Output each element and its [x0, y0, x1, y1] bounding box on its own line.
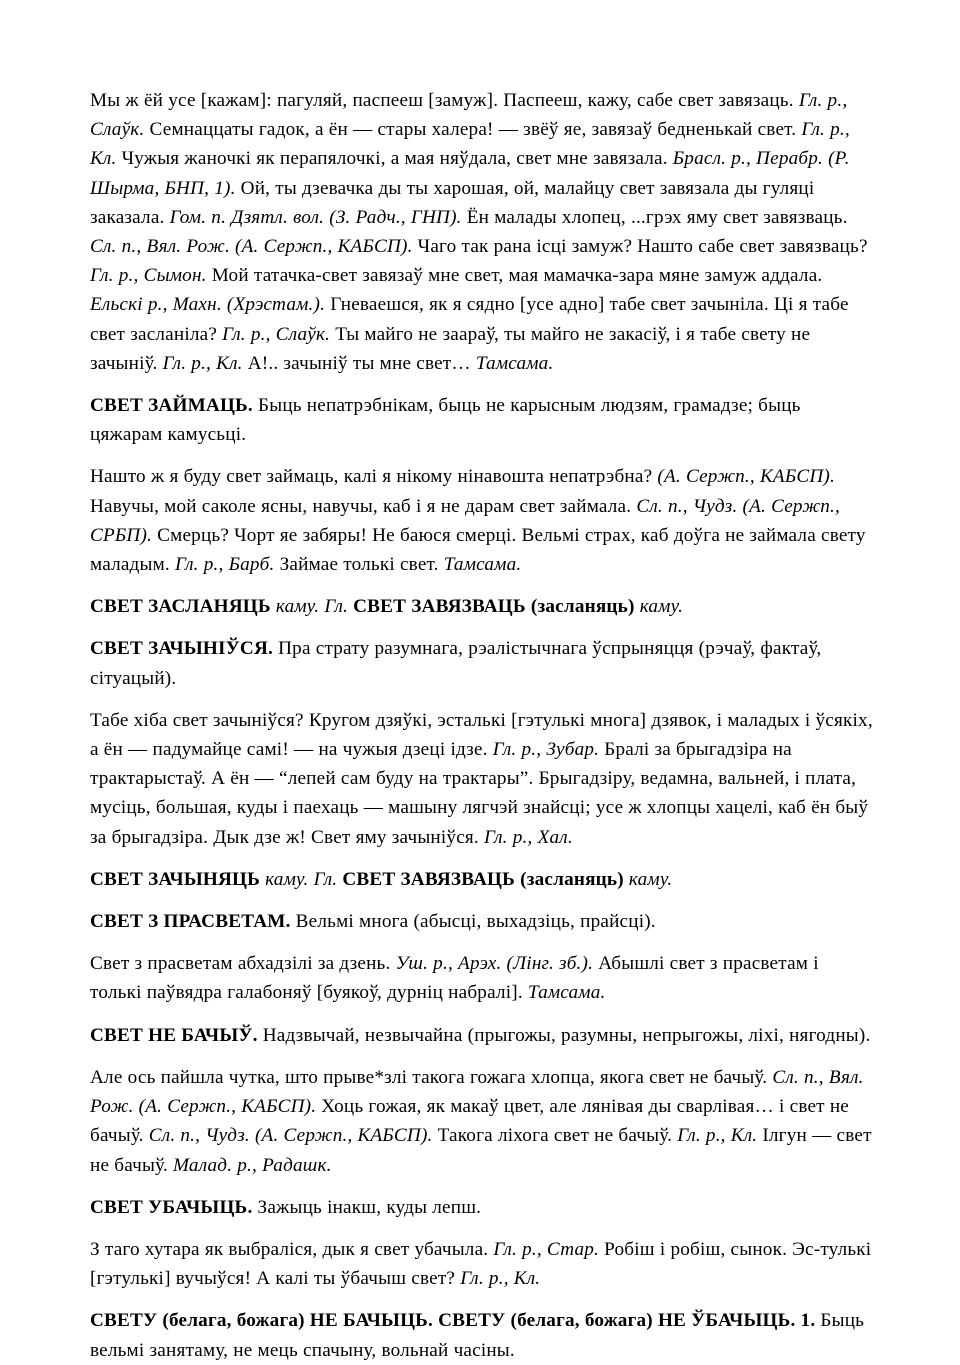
source-citation: Гл. р., Сымон. [90, 265, 207, 287]
body-text: А!.. зачыніў ты мне свет… [242, 352, 476, 374]
source-citation: Гл. р., Кл. [162, 352, 243, 374]
headword: СВЕТ ЗАВЯЗВАЦЬ (засланяць) [348, 596, 635, 618]
body-text: Але ось пайшла чутка, што прыве*злі такога гожага хлопца, якога свет не бачыў. [90, 1066, 773, 1088]
source-citation: Сл. п., Чудз. (А. Сержп., СРБП). [90, 495, 841, 546]
source-citation: Сл. п., Чудз. (А. Сержп., КАБСП). [148, 1125, 433, 1147]
body-text: Гневаешся, як я сядно [усе адно] табе свет зачыніла. Ці я табе свет засланіла? [90, 294, 849, 345]
headword: СВЕТ ЗАВЯЗВАЦЬ (засланяць) [337, 868, 624, 890]
body-text: Смерць? Чорт яе забяры! Не баюся смерці. Вельмі страх, каб доўга не займала свету маладым. [90, 524, 866, 576]
citation-paragraph [90, 949, 874, 1007]
body-text: Вельмі многа (абысці, выхадзіць, прайсці). [290, 911, 656, 933]
source-citation: Гл. р., Кл. [90, 119, 850, 170]
headword: СВЕТ З ПРАСВЕТАМ. [90, 911, 291, 933]
body-text: Чужыя жаночкі як перапялочкі, а мая няўдала, свет мне завязала. [116, 148, 673, 170]
dictionary-entry [90, 1306, 874, 1364]
body-text: Абышлі свет з прасветам і толькі паўвядра галабоняў [буякоў, дурніц набралі]. [90, 953, 819, 1004]
body-text: Надзвычай, незвычайна (прыгожы, разумны, непрыгожы, ліхі, нягодны). [257, 1024, 871, 1046]
source-citation: (А. Сержп., КАБСП). [657, 466, 835, 488]
dictionary-entry [90, 634, 874, 692]
body-text: Зажыць інакш, куды лепш. [252, 1196, 482, 1218]
headword: СВЕТ ЗАСЛАНЯЦЬ [90, 596, 271, 618]
headword: СВЕТУ (белага, божага) НЕ БАЧЫЦЬ. СВЕТУ (белага, божага) НЕ ЎБАЧЫЦЬ. 1. [90, 1310, 816, 1332]
source-citation: Гл. р., Барб. [175, 554, 275, 576]
dictionary-crossreference [90, 865, 874, 894]
source-citation: Ельскі р., Махн. (Хрэстам.). [90, 294, 326, 316]
source-citation: Гл. р., Зубар. [492, 739, 600, 761]
body-text: Займае толькі свет. [274, 554, 444, 576]
source-citation: Сл. п., Вял. Рож. (А. Сержп., КАБСП). [90, 1066, 864, 1118]
citation-paragraph [90, 462, 874, 579]
body-text: Навучы, мой саколе ясны, навучы, каб і я не дарам свет займала. [90, 495, 637, 517]
body-text: Мы ж ёй усе [кажам]: пагуляй, паспееш [замуж]. Паспееш, кажу, сабе свет завязаць. [90, 90, 799, 111]
dictionary-entry [90, 1021, 874, 1050]
citation-paragraph [90, 86, 874, 378]
source-citation: каму. [634, 596, 684, 618]
body-text: Пра страту разумнага, рэалістычнага ўспрыняцця (рэчаў, фактаў, сітуацый). [90, 638, 822, 689]
citation-paragraph [90, 706, 874, 852]
source-citation: Гл. р., Стар. [493, 1238, 600, 1260]
body-text: Бралі за брыгадзіра на трактарыстаў. А ён — “лепей сам буду на трактары”. Брыгадзіру, ведамна, вальней, і плата, мусіць, большая, куды і паехаць — машыну лягчэй знайсці; усе ж хлопцы хацелі, каб ён быў за брыгадзіра. Дык дзе ж! Свет яму зачыніўся. [90, 739, 869, 848]
citation-paragraph [90, 1063, 874, 1180]
source-citation: Гом. п. Дзятл. вол. (З. Радч., ГНП). [169, 206, 462, 228]
source-citation: Сл. п., Вял. Рож. (А. Сержп., КАБСП). [90, 236, 413, 258]
headword: СВЕТ НЕ БАЧЫЎ. [90, 1024, 258, 1046]
headword: СВЕТ ЗАЧЫНІЎСЯ. [90, 638, 274, 660]
body-text: Такога ліхога свет не бачыў. [432, 1125, 678, 1147]
source-citation: Малад. р., Радашк. [173, 1154, 332, 1176]
source-citation: Гл. р., Хал. [484, 826, 573, 848]
body-text: Ён малады хлопец, ...грэх яму свет завязваць. [461, 206, 848, 228]
source-citation: каму. Гл. [270, 596, 349, 618]
body-text: Мой татачка-свет завязаў мне свет, мая мамачка-зара мяне замуж аддала. [206, 265, 823, 287]
source-citation: каму. Гл. [260, 868, 338, 890]
source-citation: Гл. р., Слаўк. [222, 323, 331, 345]
text-column [90, 86, 874, 1365]
source-citation: Тамсама. [527, 982, 606, 1004]
source-citation: Гл. р., Кл. [460, 1268, 541, 1290]
source-citation: Брасл. р., Перабр. (Р. Шырма, БНП, 1). [90, 148, 850, 199]
headword: СВЕТ УБАЧЫЦЬ. [90, 1196, 253, 1218]
body-text: Ілгун — свет не бачыў. [90, 1125, 872, 1176]
source-citation: Уш. р., Арэх. (Лінг. зб.). [395, 953, 594, 975]
body-text: Быць непатрэбнікам, быць не карысным людзям, грамадзе; быць цяжарам камусьці. [90, 395, 801, 446]
citation-paragraph [90, 1235, 874, 1293]
headword: СВЕТ ЗАЙМАЦЬ. [90, 395, 253, 417]
source-citation: Тамсама. [443, 554, 522, 576]
body-text: Робіш і робіш, сынок. Эс-тулькі [гэтулькі] вучыўся! А калі ты ўбачыш свет? [90, 1238, 872, 1290]
dictionary-crossreference [90, 592, 874, 621]
body-text: Табе хіба свет зачыніўся? Кругом дзяўкі, эсталькі [гэтулькі многа] дзявок, і маладых і ўсякіх, а ён — падумайце самі! — на чужыя дзеці ідзе. [90, 709, 873, 761]
dictionary-entry [90, 391, 874, 449]
source-citation: каму. [623, 868, 673, 890]
body-text: Быць вельмі занятаму, не мець спачыну, вольнай часіны. [90, 1310, 865, 1361]
body-text: Чаго так рана ісці замуж? Нашто сабе свет завязваць? [412, 236, 868, 258]
source-citation: Гл. р., Кл. [677, 1125, 758, 1147]
body-text: З таго хутара як выбраліся, дык я свет убачыла. [90, 1238, 494, 1260]
body-text: Хоць гожая, як макаў цвет, але лянівая ды сварлівая… і свет не бачыў. [90, 1096, 850, 1147]
headword: СВЕТ ЗАЧЫНЯЦЬ [90, 868, 261, 890]
dictionary-entry [90, 907, 874, 936]
body-text: Свет з прасветам абхадзілі за дзень. [90, 953, 396, 975]
dictionary-entry [90, 1193, 874, 1222]
source-citation: Тамсама. [475, 352, 554, 374]
body-text: Ты майго не заараў, ты майго не закасіў, і я табе свету не зачыніў. [90, 323, 811, 374]
body-text: Нашто ж я буду свет займаць, калі я нікому нінавошта непатрэбна? [90, 466, 658, 488]
source-citation: Гл. р., Слаўк. [90, 90, 848, 141]
body-text: Семнаццаты гадок, а ён — стары халера! — звёў яе, завязаў бедненькай свет. [144, 119, 802, 141]
body-text: Ой, ты дзевачка ды ты харошая, ой, малайцу свет завязала ды гуляці заказала. [90, 177, 815, 228]
